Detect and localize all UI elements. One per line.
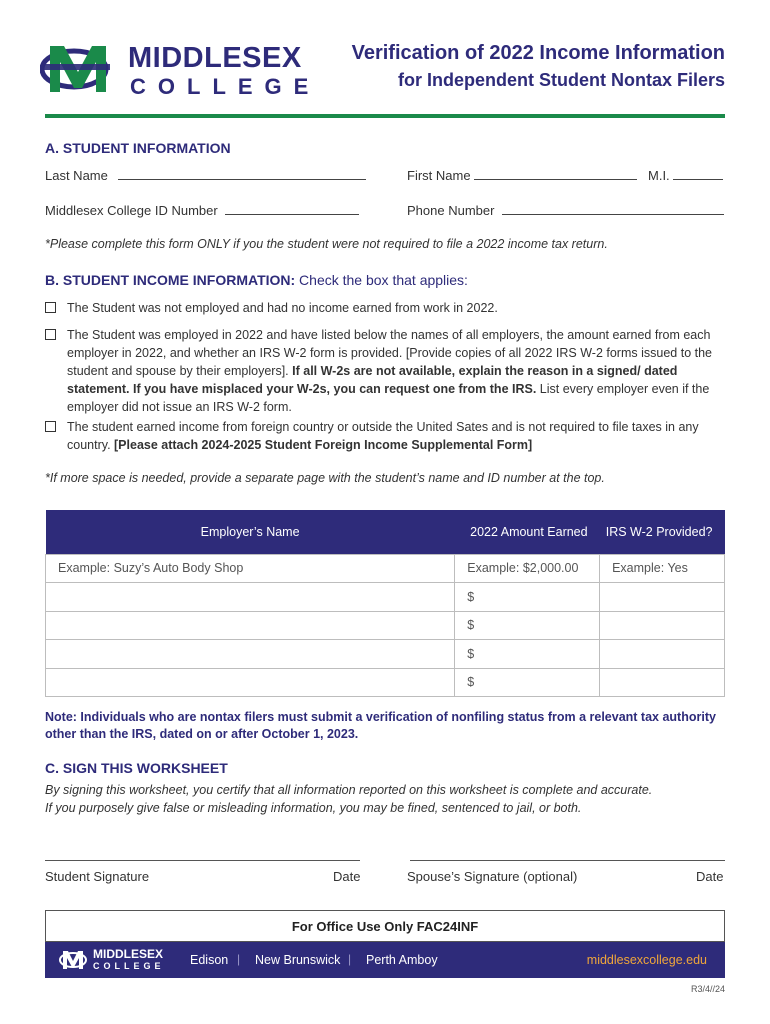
option-foreign-income-bold: [Please attach 2024-2025 Student Foreign Income Supplemental Form] xyxy=(114,438,533,452)
phone-field[interactable] xyxy=(407,203,724,218)
header-w2-provided: IRS W-2 Provided? xyxy=(600,510,725,554)
table-row-example xyxy=(46,554,725,583)
student-signature-label: Student Signature xyxy=(45,869,150,884)
w2-cell[interactable] xyxy=(600,583,725,612)
employer-name-cell[interactable] xyxy=(46,668,455,697)
certify-statement: By signing this worksheet, you certify that all information reported on this worksheet is complete and accurate. xyxy=(45,783,653,797)
option-foreign-income-text: The student earned income from foreign country or outside the United Sates and is not required to file taxes in any country. xyxy=(67,420,699,452)
first-name-label: First Name xyxy=(407,168,471,183)
option-employed-bold: If all W-2s are not available, explain the reason in a signed/ dated statement. If you have misplaced your W-2s, you can request one from the IRS. xyxy=(67,364,678,396)
last-name-input[interactable] xyxy=(118,169,366,180)
w2-cell[interactable] xyxy=(600,640,725,669)
first-name-input[interactable] xyxy=(474,169,637,180)
employer-table xyxy=(45,510,725,697)
middle-initial-label: M.I. xyxy=(648,168,670,183)
example-w2: Example: Yes xyxy=(600,554,725,583)
last-name-label: Last Name xyxy=(45,168,108,183)
footer-logo-top: MIDDLESEX xyxy=(93,947,164,961)
spouse-signature-label: Spouse’s Signature (optional) xyxy=(407,869,578,884)
student-signature-line[interactable] xyxy=(45,860,360,861)
example-employer: Example: Suzy’s Auto Body Shop xyxy=(46,554,455,583)
option-employed-text: The Student was employed in 2022 and have listed below the names of all employers, the amount earned from each employer in 2022, and whether an IRS W-2 form is provided. [Provide copies of all 2022 IRS W-2 forms issued to the student and spouse by their employers]. xyxy=(67,328,712,378)
student-date-label: Date xyxy=(333,869,361,884)
w2-cell[interactable] xyxy=(600,668,725,697)
footer-separator: | xyxy=(237,952,241,966)
section-a-heading: A. STUDENT INFORMATION xyxy=(45,140,231,156)
footer-bar xyxy=(45,942,725,978)
option-employed-text-end: List every employer even if the employer did not issue an IRS W-2 form. xyxy=(67,382,710,414)
table-row xyxy=(46,611,725,640)
spouse-date-label: Date xyxy=(696,869,724,884)
penalty-statement: If you purposely give false or misleading information, you may be fined, sentenced to jail, or both. xyxy=(45,801,582,815)
w2-cell[interactable] xyxy=(600,611,725,640)
footer-website-link[interactable]: middlesexcollege.edu xyxy=(586,953,707,967)
option-foreign-income-label xyxy=(67,418,727,454)
table-row xyxy=(46,640,725,669)
amount-cell[interactable]: $ xyxy=(455,668,600,697)
phone-label: Phone Number xyxy=(407,203,495,218)
option-not-employed-label: The Student was not employed and had no income earned from work in 2022. xyxy=(67,301,498,315)
more-space-note: *If more space is needed, provide a separate page with the student’s name and ID number at the top. xyxy=(45,471,605,485)
footer-logo-bottom: COLLEGE xyxy=(93,961,165,971)
logo-wordmark-top: MIDDLESEX xyxy=(128,42,302,74)
section-c-heading: C. SIGN THIS WORKSHEET xyxy=(45,760,228,776)
section-b-hint: Check the box that applies: xyxy=(295,272,468,288)
revision-code: R3/4//24 xyxy=(690,984,725,994)
college-id-label: Middlesex College ID Number xyxy=(45,203,218,218)
employer-name-cell[interactable] xyxy=(46,583,455,612)
logo-wordmark-bottom: COLLEGE xyxy=(130,74,321,99)
footer-city-new-brunswick: New Brunswick xyxy=(255,953,341,967)
college-id-field[interactable] xyxy=(45,203,359,218)
option-employed-label xyxy=(67,326,727,416)
footer-city-edison: Edison xyxy=(190,953,229,967)
nonfiling-note: Note: Individuals who are nontax filers must submit a verification of nonfiling status from a relevant tax authority other than the IRS, dated on or after October 1, 2023. xyxy=(45,710,716,741)
employer-name-cell[interactable] xyxy=(46,640,455,669)
section-a-note: *Please complete this form ONLY if you the student were not required to file a 2022 income tax return. xyxy=(45,237,608,251)
amount-cell[interactable]: $ xyxy=(455,640,600,669)
header-amount-earned: 2022 Amount Earned xyxy=(455,510,600,554)
form-title-line1: Verification of 2022 Income Information xyxy=(351,42,725,64)
section-b-heading xyxy=(45,272,468,288)
table-header-row xyxy=(46,510,725,554)
footer-city-perth-amboy: Perth Amboy xyxy=(366,953,438,967)
example-amount: Example: $2,000.00 xyxy=(455,554,600,583)
header-employer-name: Employer’s Name xyxy=(46,510,455,554)
table-row xyxy=(46,583,725,612)
spouse-signature-line[interactable] xyxy=(410,860,725,861)
table-row xyxy=(46,668,725,697)
college-logo-icon xyxy=(40,42,116,94)
header-divider xyxy=(45,114,725,118)
office-use-box: For Office Use Only FAC24INF xyxy=(45,910,725,942)
footer-logo-icon xyxy=(59,950,87,970)
section-b-title: B. STUDENT INCOME INFORMATION: xyxy=(45,272,296,288)
option-foreign-income-checkbox[interactable] xyxy=(45,421,56,432)
employer-name-cell[interactable] xyxy=(46,611,455,640)
amount-cell[interactable]: $ xyxy=(455,611,600,640)
middle-initial-field[interactable] xyxy=(648,168,723,183)
phone-input[interactable] xyxy=(502,204,724,215)
form-title-line2: for Independent Student Nontax Filers xyxy=(397,70,725,90)
footer-separator: | xyxy=(348,952,352,966)
option-not-employed-checkbox[interactable] xyxy=(45,302,56,313)
first-name-field[interactable] xyxy=(407,168,637,183)
amount-cell[interactable]: $ xyxy=(455,583,600,612)
middle-initial-input[interactable] xyxy=(673,169,723,180)
option-employed-checkbox[interactable] xyxy=(45,329,56,340)
last-name-field[interactable] xyxy=(45,168,366,183)
college-id-input[interactable] xyxy=(225,204,359,215)
